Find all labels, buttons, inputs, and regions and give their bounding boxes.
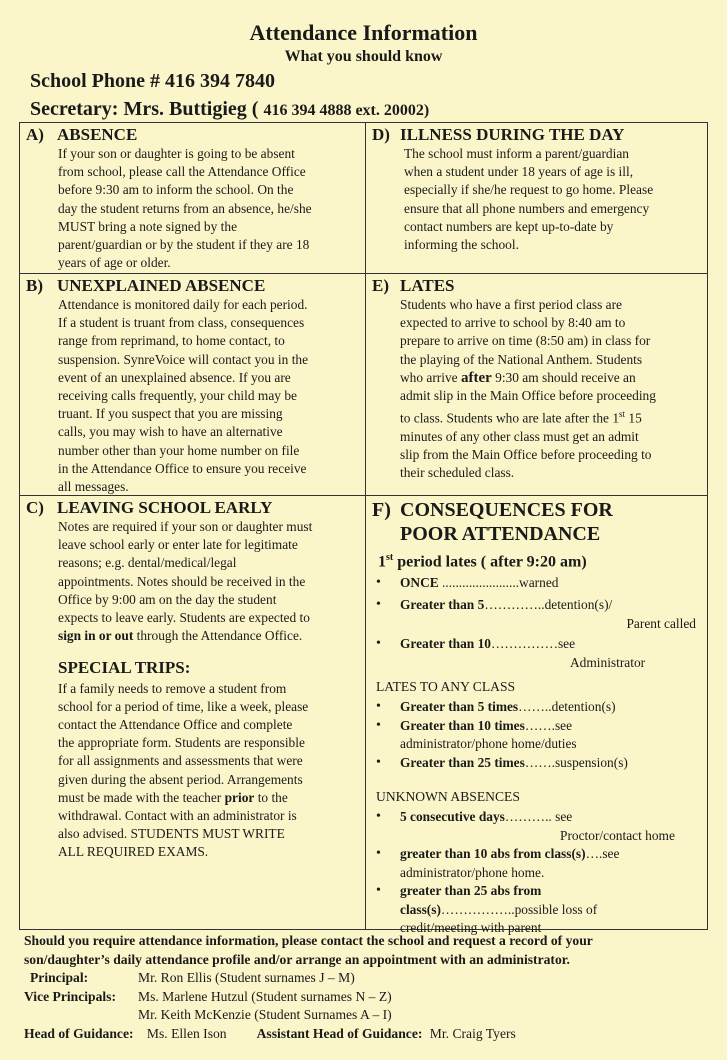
section-f-heading-2: POOR ATTENDANCE	[400, 523, 601, 545]
text-line: If a family needs to remove a student from	[58, 680, 287, 696]
list-item	[372, 698, 706, 717]
row-divider-d	[365, 273, 708, 274]
lates-any-class-list	[372, 698, 706, 772]
bullet-icon: •	[376, 636, 381, 652]
text-emphasis: Greater than 5 times	[400, 699, 519, 715]
vp-value-2: Mr. Keith McKenzie (Student Surnames A – I)	[138, 1007, 392, 1023]
secretary-info	[30, 98, 429, 121]
section-e-body	[372, 296, 706, 483]
text-line: Students who have a first period class are	[400, 297, 622, 312]
text-line: expects to leave early. Students are expected to	[58, 610, 310, 626]
unknown-absences-list	[372, 808, 706, 938]
text-fragment: …….suspension(s)	[524, 754, 628, 770]
text-fragment: ……….. see	[504, 809, 573, 825]
text-line: before 9:30 am to inform the school. On the	[58, 182, 294, 198]
text-emphasis: Greater than 10	[400, 636, 491, 652]
section-b	[26, 276, 362, 496]
list-item	[372, 596, 706, 633]
text-emphasis: Greater than 10 times	[400, 717, 525, 733]
text-line: MUST bring a note signed by the	[58, 218, 238, 234]
text-line: ALL REQUIRED EXAMS.	[58, 844, 209, 860]
column-divider	[365, 123, 366, 929]
text-line: Notes are required if your son or daughter must	[58, 519, 313, 534]
text-line: in the Attendance Office to ensure you receive	[58, 460, 307, 476]
text-continuation: Proctor/contact home	[560, 827, 675, 843]
list-item	[372, 717, 706, 754]
section-b-heading: UNEXPLAINED ABSENCE	[57, 276, 266, 295]
text-line	[58, 789, 362, 807]
text-fragment: to the	[254, 789, 288, 805]
vp-label: Vice Principals:	[24, 988, 116, 1004]
text-line: reasons; e.g. dental/medical/legal	[58, 555, 237, 571]
text-line: minutes of any other class must get an admit	[400, 428, 639, 444]
principal-label: Principal:	[30, 970, 89, 986]
bullet-icon: •	[376, 699, 381, 715]
section-a-body	[26, 145, 362, 272]
text-line: withdrawal. Contact with an administrator is	[58, 808, 297, 824]
text-continuation: administrator/phone home/duties	[400, 736, 577, 752]
first-period-lates-heading	[372, 549, 706, 572]
list-item	[372, 882, 706, 938]
text-line: appointments. Notes should be received in the	[58, 573, 306, 589]
text-line: day the student returns from an absence, he/she	[58, 200, 312, 216]
text-line: also advised. STUDENTS MUST WRITE	[58, 826, 285, 842]
text-line: truant. If you suspect that you are missing	[58, 406, 283, 422]
text-line: contact numbers are kept up-to-date by	[404, 218, 614, 234]
page-title: Attendance Information	[249, 20, 478, 45]
text-line: number other than your home number on file	[58, 442, 300, 458]
text-line: expected to arrive to school by 8:40 am to	[400, 315, 626, 331]
section-d-heading: ILLNESS DURING THE DAY	[400, 125, 625, 144]
text-emphasis: ONCE	[400, 574, 439, 590]
section-d-body	[372, 145, 706, 254]
text-emphasis: 5 consecutive days	[400, 809, 505, 825]
text-fragment: 9:30 am should receive an	[491, 369, 636, 385]
section-f-heading-1: CONSEQUENCES FOR	[400, 499, 613, 521]
guidance-value: Ms. Ellen Ison	[146, 1025, 227, 1041]
text-continuation: Administrator	[570, 654, 646, 670]
text-fragment: ….see	[585, 846, 620, 862]
text-emphasis: greater than 25 abs from	[400, 883, 542, 899]
text-continuation: Parent called	[626, 615, 696, 631]
text-fragment: ……………..possible loss of	[440, 901, 598, 917]
section-e-heading: LATES	[400, 276, 455, 295]
text-line: years of age or older.	[58, 255, 171, 271]
text-line: slip from the Main Office before proceeding to	[400, 447, 652, 463]
text-fragment: …….see	[524, 717, 573, 733]
attendance-grid	[19, 122, 708, 936]
text-line: event of an unexplained absence. If you are	[58, 369, 291, 385]
text-line: If a student is truant from class, consequences	[58, 315, 305, 331]
text-emphasis: sign in or out	[58, 628, 134, 644]
assist-guidance-value: Mr. Craig Tyers	[429, 1025, 516, 1041]
text-line: informing the school.	[404, 237, 519, 253]
section-c-heading: LEAVING SCHOOL EARLY	[57, 498, 273, 517]
text-fragment: must be made with the teacher	[58, 789, 225, 805]
text-line: for all assignments and assessments that were	[58, 753, 303, 769]
section-a	[26, 125, 362, 272]
text-line	[400, 369, 706, 387]
lates-any-class-heading: LATES TO ANY CLASS	[376, 679, 516, 695]
text-line: If your son or daughter is going to be absent	[58, 146, 295, 161]
text-line: all messages.	[58, 479, 129, 495]
text-emphasis: Greater than 5	[400, 597, 485, 613]
first-period-list	[372, 574, 706, 673]
guidance-line	[24, 1025, 714, 1044]
section-e	[372, 276, 706, 483]
contact-footer	[24, 932, 714, 1044]
row-divider-a	[20, 273, 365, 274]
text-line: their scheduled class.	[400, 465, 515, 481]
text-fragment: ……………see	[491, 636, 576, 652]
text-line: Office by 9:00 am on the day the student	[58, 591, 277, 607]
principal-value: Mr. Ron Ellis (Student surnames J – M)	[138, 970, 355, 986]
section-e-letter: E)	[372, 276, 389, 295]
bullet-icon: •	[376, 809, 381, 825]
bullet-icon: •	[376, 846, 381, 862]
request-line-2: son/daughter’s daily attendance profile and/or arrange an appointment with an administrator.	[24, 951, 570, 967]
text-line: range from reprimand, to home contact, to	[58, 333, 285, 349]
bullet-icon: •	[376, 754, 381, 770]
text-fragment: period lates ( after 9:20 am)	[393, 553, 587, 571]
section-b-letter: B)	[26, 276, 43, 295]
list-item	[372, 845, 706, 882]
text-fragment: ……..detention(s)	[518, 699, 616, 715]
list-item	[372, 808, 706, 845]
guidance-label: Head of Guidance:	[24, 1025, 134, 1041]
text-fragment: 15	[625, 410, 642, 426]
text-line: the appropriate form. Students are responsible	[58, 735, 305, 751]
text-continuation: administrator/phone home.	[400, 864, 545, 880]
text-line: ensure that all phone numbers and emergency	[404, 200, 650, 216]
text-line: prepare to arrive on time (8:50 am) in class for	[400, 333, 651, 349]
special-trips	[26, 659, 362, 861]
text-line: school for a period of time, like a week, please	[58, 698, 309, 714]
assist-guidance-label: Assistant Head of Guidance:	[256, 1025, 423, 1041]
text-line: the playing of the National Anthem. Students	[400, 351, 643, 367]
section-b-body	[26, 296, 362, 496]
bullet-icon: •	[376, 717, 381, 733]
special-trips-heading: SPECIAL TRIPS:	[58, 658, 191, 678]
section-a-letter: A)	[26, 125, 44, 144]
bullet-icon: •	[376, 597, 381, 613]
text-line	[400, 405, 706, 428]
text-fragment: through the Attendance Office.	[133, 628, 303, 644]
text-line: parent/guardian or by the student if they are 18	[58, 237, 310, 253]
section-d	[372, 125, 706, 254]
vp-value-1: Ms. Marlene Hutzul (Student surnames N – Z)	[138, 988, 392, 1004]
text-line: The school must inform a parent/guardian	[404, 146, 629, 161]
text-line: calls, you may wish to have an alternative	[58, 424, 283, 440]
text-fragment: to class. Students who are late after the 1	[400, 410, 620, 426]
section-c-body	[26, 518, 362, 645]
text-superscript: st	[619, 409, 626, 420]
text-line: from school, please call the Attendance Office	[58, 164, 306, 180]
text-line: when a student under 18 years of age is ill,	[404, 164, 634, 180]
text-emphasis: prior	[224, 789, 255, 805]
text-line: contact the Attendance Office and complete	[58, 717, 293, 733]
text-fragment: .......................warned	[438, 574, 559, 590]
text-superscript: st	[386, 552, 394, 563]
list-item	[372, 635, 706, 672]
text-line	[58, 627, 362, 645]
after-emphasis: after	[460, 369, 492, 386]
section-a-heading: ABSENCE	[57, 125, 138, 144]
section-c-letter: C)	[26, 498, 44, 517]
section-f	[372, 498, 706, 938]
list-item	[372, 754, 706, 773]
text-fragment: who arrive	[400, 369, 461, 385]
staff-table	[24, 969, 392, 1025]
section-c	[26, 498, 362, 862]
school-phone: School Phone # 416 394 7840	[30, 70, 276, 92]
secretary-extension: 416 394 4888 ext. 20002)	[263, 102, 430, 119]
request-line-1: Should you require attendance information, please contact the school and request a record of your	[24, 933, 593, 948]
text-line: suspension. SynreVoice will contact you in the	[58, 351, 309, 367]
bullet-icon: •	[376, 574, 381, 590]
section-d-letter: D)	[372, 125, 390, 144]
text-emphasis: class(s)	[400, 901, 441, 917]
unknown-absences-heading: UNKNOWN ABSENCES	[376, 789, 520, 805]
section-f-letter: F)	[372, 499, 391, 521]
page-subtitle: What you should know	[284, 48, 443, 65]
text-line: Attendance is monitored daily for each period.	[58, 297, 308, 312]
text-line: given during the absent period. Arrangements	[58, 771, 303, 787]
text-fragment: …………..detention(s)/	[484, 597, 613, 613]
text-line: leave school early or enter late for legitimate	[58, 537, 298, 553]
secretary-name: Secretary: Mrs. Buttigieg (	[30, 98, 259, 120]
text-continuation: credit/meeting with parent	[400, 920, 542, 936]
text-emphasis: greater than 10 abs from class(s)	[400, 846, 586, 862]
text-fragment: 1	[378, 553, 386, 571]
list-item	[372, 574, 706, 593]
bullet-icon: •	[376, 883, 381, 899]
text-line: especially if she/he request to go home. Please	[404, 182, 654, 198]
text-line: receiving calls frequently, your child may be	[58, 388, 297, 404]
text-line: admit slip in the Main Office before proceeding	[400, 388, 656, 404]
text-emphasis: Greater than 25 times	[400, 754, 525, 770]
